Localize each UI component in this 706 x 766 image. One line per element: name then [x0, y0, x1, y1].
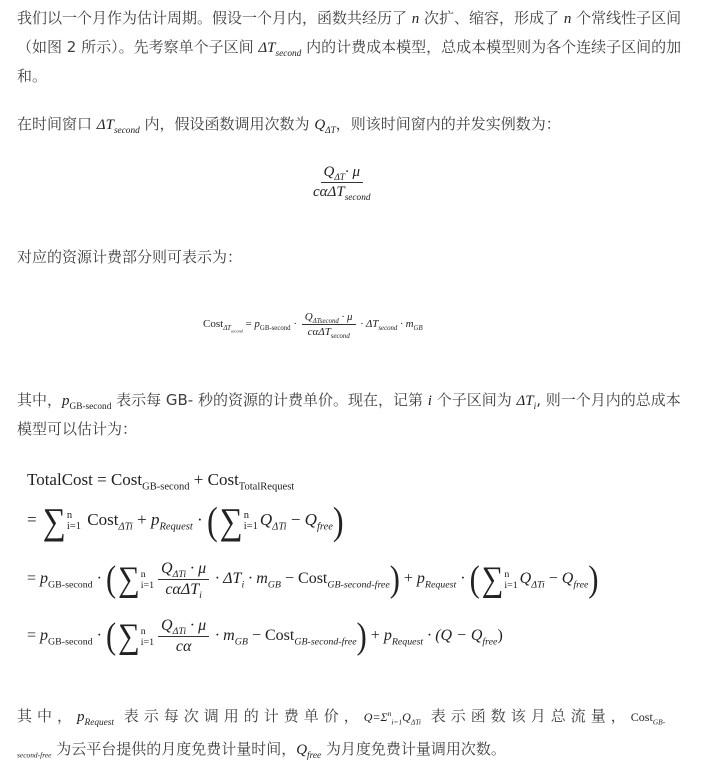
text: 表示函数该月总流量，	[421, 707, 631, 725]
text: 其中，	[17, 391, 63, 409]
text: 我们以一个月作为估计周期。假设一个月内，函数共经历了	[17, 9, 412, 27]
cost-delta-t-equation: Cost$_{\Delta T_{second}}$ = $p_{GB-second}$ · $\frac{Q_{\Delta Tsecond} \cdot \mu}{c\alpha\Delta T_{second}}$ · $\Delta T_{second} \cdot m_{GB}$	[203, 311, 423, 341]
total-cost-intro-paragraph	[17, 386, 686, 443]
math-p-gb-second: $p_{GB-second}$	[62, 393, 112, 412]
math-n: n	[563, 11, 572, 27]
total-cost-line-4: = $p_{GB-second}$ · ( ∑ n i=1 $\frac{Q_{\Delta Ti} \cdot \mu}{c\alpha}$ · $m_{GB}$ − Cost$_{GB-second-free}$) + $p_{Request} \cdot (Q - Q_{free})$	[27, 615, 503, 657]
total-cost-line-2: = ∑ n i=1 Cost$_{\Delta Ti}$ + $p_{Request}$ · ( ∑ n i=1 $Q_{\Delta Ti} - Q_{free}$)	[27, 499, 344, 543]
math-cost-gb-second-free: Cost$_{GB-second-free}$	[17, 710, 666, 760]
text: 表示每 GB- 秒的资源的计费单价。现在，记第	[111, 391, 428, 409]
text: 个子区间为	[431, 391, 517, 409]
math-q-delta-t: $Q_{\Delta T}$	[314, 117, 336, 136]
definitions-paragraph	[17, 700, 686, 766]
total-cost-line-1: TotalCost = Cost$_{GB-second}$ + Cost$_{TotalRequest}$	[27, 470, 295, 493]
text: 个常线性子区间（如图 2 所示）。先考察单个子区间	[17, 9, 682, 56]
math-q-definition: $Q=\Sigma^n_{i=1}Q_{\Delta Ti}$	[363, 709, 422, 727]
text: 内，假设函数调用次数为	[139, 115, 315, 133]
text: 为月度免费计量调用次数。	[321, 740, 506, 758]
text: 次扩、缩容，形成了	[419, 9, 564, 27]
math-n: n	[411, 11, 420, 27]
concurrency-equation: $\frac{Q_{\Delta T}\cdot \mu}{c\alpha\Delta T_{second}}$	[313, 164, 371, 203]
text: 在时间窗口	[17, 115, 97, 133]
text: 表示每次调用的计费单价，	[113, 707, 364, 725]
text: , 则一个月内的总成本模型可以估计为：	[17, 391, 681, 438]
math-i: i	[427, 393, 432, 409]
math-q-free: $Q_{free}$	[296, 742, 322, 761]
math-delta-t-second: $\Delta T_{second}$	[258, 40, 302, 59]
text: 其中，	[17, 707, 78, 725]
math-delta-t-i: $\Delta T_i$	[516, 393, 537, 412]
total-cost-line-3: = $p_{GB-second}$ · ( ∑ n i=1 $\frac{Q_{\Delta Ti} \cdot \mu}{c\alpha\Delta T_i}$ · $\Delta T_i \cdot m_{GB}$ − Cost$_{GB-second-free}$) + $p_{Request}$ · ( ∑ n i=1 $Q_{\Delta Ti} - Q_{free}$)	[27, 558, 599, 602]
intro-paragraph	[17, 4, 686, 90]
resource-billing-paragraph: 对应的资源计费部分则可表示为：	[17, 248, 243, 266]
window-paragraph	[17, 110, 686, 139]
text: 为云平台提供的月度免费计量时间，	[51, 740, 297, 758]
text: 内的计费成本模型，总成本模型则为各个连续子区间的加和。	[17, 38, 682, 85]
text: ，则该时间窗内的并发实例数为：	[335, 115, 561, 133]
math-p-request: $p_{Request}$	[77, 709, 114, 728]
math-delta-t-second: $\Delta T_{second}$	[96, 117, 140, 136]
